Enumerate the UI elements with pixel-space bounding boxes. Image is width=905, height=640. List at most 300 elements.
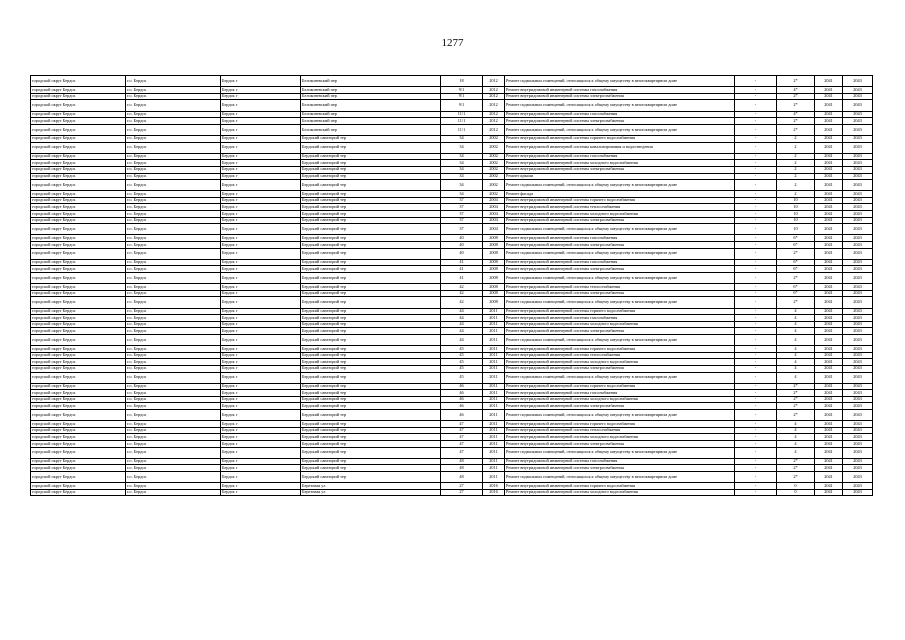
work-type-cell: Ремонт внутридомовой инженерной системы холодного водоснабжения xyxy=(505,359,735,366)
work-type-cell: Ремонт подвальных помещений, относящихся к общему имуществу в многоквартирном доме xyxy=(505,248,735,259)
end-year-cell: 2043 xyxy=(843,76,873,87)
municipality-cell: городской округ Бердск xyxy=(31,390,126,397)
period-cell: 4 xyxy=(777,441,815,448)
municipality-cell: городской округ Бердск xyxy=(31,421,126,428)
start-year-cell: 2041 xyxy=(815,328,843,335)
house-cell: 34 xyxy=(441,191,483,198)
cost-cell: - xyxy=(735,259,777,266)
end-year-cell: 2043 xyxy=(843,403,873,410)
year-cell: 2011 xyxy=(483,441,505,448)
municipality-cell: городской округ Бердск xyxy=(31,76,126,87)
start-year-cell: 2041 xyxy=(815,321,843,328)
start-year-cell: 2041 xyxy=(815,142,843,153)
work-type-cell: Ремонт фасада xyxy=(505,191,735,198)
end-year-cell: 2043 xyxy=(843,153,873,160)
period-cell: 6* xyxy=(777,290,815,297)
street-cell: Бердский санаторий тер xyxy=(301,410,441,421)
house-cell: 44 xyxy=(441,334,483,345)
city-cell: Бердск г xyxy=(221,242,301,249)
end-year-cell: 2043 xyxy=(843,396,873,403)
city-cell: Бердск г xyxy=(221,489,301,496)
table-row xyxy=(31,383,873,390)
end-year-cell: 2043 xyxy=(843,383,873,390)
table-row xyxy=(31,242,873,249)
work-type-cell: Ремонт внутридомовой инженерной системы холодного водоснабжения xyxy=(505,321,735,328)
period-cell: 6* xyxy=(777,259,815,266)
year-cell: 2012 xyxy=(483,76,505,87)
municipality-cell: городской округ Бердск xyxy=(31,118,126,125)
work-type-cell: Ремонт подвальных помещений, относящихся к общему имуществу в многоквартирном доме xyxy=(505,472,735,483)
work-type-cell: Ремонт подвальных помещений, относящихся к общему имуществу в многоквартирном доме xyxy=(505,372,735,383)
settlement-cell: г.о. Бердск xyxy=(126,489,221,496)
period-cell: 4 xyxy=(777,346,815,353)
work-type-cell: Ремонт внутридомовой инженерной системы электроснабжения xyxy=(505,290,735,297)
table-row xyxy=(31,297,873,308)
period-cell: 2* xyxy=(777,124,815,135)
table-row xyxy=(31,166,873,173)
municipality-cell: городской округ Бердск xyxy=(31,334,126,345)
period-cell: 6* xyxy=(777,284,815,291)
municipality-cell: городской округ Бердск xyxy=(31,328,126,335)
end-year-cell: 2043 xyxy=(843,390,873,397)
street-cell: Белоконевский пер xyxy=(301,124,441,135)
work-type-cell: Ремонт внутридомовой инженерной системы холодного водоснабжения xyxy=(505,489,735,496)
street-cell: Бердский санаторий тер xyxy=(301,390,441,397)
house-cell: 37 xyxy=(441,217,483,224)
period-cell: 4 xyxy=(777,315,815,322)
table-row xyxy=(31,197,873,204)
house-cell: 48 xyxy=(441,458,483,465)
house-cell: 27 xyxy=(441,489,483,496)
year-cell: 2011 xyxy=(483,403,505,410)
city-cell: Бердск г xyxy=(221,273,301,284)
settlement-cell: г.о. Бердск xyxy=(126,403,221,410)
work-type-cell: Ремонт внутридомовой инженерной системы электроснабжения xyxy=(505,242,735,249)
start-year-cell: 2041 xyxy=(815,191,843,198)
end-year-cell: 2043 xyxy=(843,352,873,359)
municipality-cell: городской округ Бердск xyxy=(31,483,126,490)
end-year-cell: 2043 xyxy=(843,458,873,465)
settlement-cell: г.о. Бердск xyxy=(126,472,221,483)
start-year-cell: 2041 xyxy=(815,346,843,353)
period-cell: 4 xyxy=(777,308,815,315)
table-row xyxy=(31,118,873,125)
work-type-cell: Ремонт подвальных помещений, относящихся к общему имуществу в многоквартирном доме xyxy=(505,100,735,111)
table-row xyxy=(31,352,873,359)
year-cell: 2008 xyxy=(483,248,505,259)
work-type-cell: Ремонт внутридомовой инженерной системы холодного водоснабжения xyxy=(505,396,735,403)
street-cell: Бердский санаторий тер xyxy=(301,248,441,259)
city-cell: Бердск г xyxy=(221,87,301,94)
table-row xyxy=(31,135,873,142)
year-cell: 2011 xyxy=(483,472,505,483)
start-year-cell: 2041 xyxy=(815,403,843,410)
cost-cell: - xyxy=(735,191,777,198)
period-cell: 2* xyxy=(777,76,815,87)
house-cell: 42 xyxy=(441,284,483,291)
work-type-cell: Ремонт внутридомовой инженерной системы газоснабжения xyxy=(505,235,735,242)
municipality-cell: городской округ Бердск xyxy=(31,315,126,322)
year-cell: 2008 xyxy=(483,266,505,273)
settlement-cell: г.о. Бердск xyxy=(126,334,221,345)
period-cell: 2* xyxy=(777,297,815,308)
period-cell: 2* xyxy=(777,383,815,390)
settlement-cell: г.о. Бердск xyxy=(126,142,221,153)
year-cell: 2002 xyxy=(483,153,505,160)
period-cell: 2* xyxy=(777,100,815,111)
table-row xyxy=(31,396,873,403)
city-cell: Бердск г xyxy=(221,328,301,335)
municipality-cell: городской округ Бердск xyxy=(31,284,126,291)
period-cell: 4 xyxy=(777,427,815,434)
year-cell: 2008 xyxy=(483,259,505,266)
year-cell: 2002 xyxy=(483,160,505,167)
table-row xyxy=(31,224,873,235)
house-cell: 9/1 xyxy=(441,93,483,100)
work-type-cell: Ремонт подвальных помещений, относящихся к общему имуществу в многоквартирном доме xyxy=(505,224,735,235)
settlement-cell: г.о. Бердск xyxy=(126,359,221,366)
end-year-cell: 2043 xyxy=(843,180,873,191)
settlement-cell: г.о. Бердск xyxy=(126,434,221,441)
period-cell: 6* xyxy=(777,235,815,242)
start-year-cell: 2041 xyxy=(815,93,843,100)
municipality-cell: городской округ Бердск xyxy=(31,297,126,308)
cost-cell: - xyxy=(735,483,777,490)
work-type-cell: Ремонт внутридомовой инженерной системы электроснабжения xyxy=(505,166,735,173)
table-row xyxy=(31,458,873,465)
start-year-cell: 2041 xyxy=(815,383,843,390)
house-cell: 34 xyxy=(441,166,483,173)
street-cell: Бердский санаторий тер xyxy=(301,224,441,235)
street-cell: Березовая ул xyxy=(301,483,441,490)
start-year-cell: 2041 xyxy=(815,76,843,87)
start-year-cell: 2041 xyxy=(815,284,843,291)
start-year-cell: 2041 xyxy=(815,259,843,266)
year-cell: 2008 xyxy=(483,297,505,308)
start-year-cell: 2041 xyxy=(815,197,843,204)
city-cell: Бердск г xyxy=(221,441,301,448)
table-row xyxy=(31,441,873,448)
work-type-cell: Ремонт крыши xyxy=(505,173,735,180)
settlement-cell: г.о. Бердск xyxy=(126,87,221,94)
year-cell: 2004 xyxy=(483,204,505,211)
street-cell: Бердский санаторий тер xyxy=(301,211,441,218)
end-year-cell: 2043 xyxy=(843,441,873,448)
end-year-cell: 2043 xyxy=(843,328,873,335)
capital-repair-table xyxy=(30,75,873,496)
cost-cell: - xyxy=(735,87,777,94)
street-cell: Бердский санаторий тер xyxy=(301,359,441,366)
work-type-cell: Ремонт внутридомовой инженерной системы горячего водоснабжения xyxy=(505,308,735,315)
year-cell: 2011 xyxy=(483,458,505,465)
start-year-cell: 2041 xyxy=(815,489,843,496)
cost-cell: - xyxy=(735,403,777,410)
city-cell: Бердск г xyxy=(221,118,301,125)
year-cell: 2011 xyxy=(483,359,505,366)
street-cell: Бердский санаторий тер xyxy=(301,315,441,322)
municipality-cell: городской округ Бердск xyxy=(31,211,126,218)
municipality-cell: городской округ Бердск xyxy=(31,242,126,249)
work-type-cell: Ремонт внутридомовой инженерной системы теплоснабжения xyxy=(505,352,735,359)
work-type-cell: Ремонт внутридомовой инженерной системы холодного водоснабжения xyxy=(505,160,735,167)
street-cell: Бердский санаторий тер xyxy=(301,308,441,315)
municipality-cell: городской округ Бердск xyxy=(31,166,126,173)
cost-cell: - xyxy=(735,100,777,111)
settlement-cell: г.о. Бердск xyxy=(126,124,221,135)
street-cell: Бердский санаторий тер xyxy=(301,465,441,472)
municipality-cell: городской округ Бердск xyxy=(31,290,126,297)
page-number: 1277 xyxy=(441,37,464,49)
start-year-cell: 2041 xyxy=(815,472,843,483)
period-cell: 6* xyxy=(777,242,815,249)
table-row xyxy=(31,180,873,191)
municipality-cell: городской округ Бердск xyxy=(31,346,126,353)
work-type-cell: Ремонт внутридомовой инженерной системы канализирования и водоотведения xyxy=(505,142,735,153)
house-cell: 11/1 xyxy=(441,118,483,125)
street-cell: Бердский санаторий тер xyxy=(301,166,441,173)
period-cell: 6* xyxy=(777,266,815,273)
period-cell: 4 xyxy=(777,359,815,366)
end-year-cell: 2043 xyxy=(843,421,873,428)
work-type-cell: Ремонт внутридомовой инженерной системы электроснабжения xyxy=(505,328,735,335)
work-type-cell: Ремонт внутридомовой инженерной системы газоснабжения xyxy=(505,390,735,397)
table-row xyxy=(31,217,873,224)
period-cell: 0 xyxy=(777,483,815,490)
end-year-cell: 2043 xyxy=(843,372,873,383)
street-cell: Бердский санаторий тер xyxy=(301,372,441,383)
house-cell: 41 xyxy=(441,266,483,273)
table-row xyxy=(31,390,873,397)
year-cell: 2011 xyxy=(483,321,505,328)
end-year-cell: 2043 xyxy=(843,465,873,472)
period-cell: 2 xyxy=(777,153,815,160)
start-year-cell: 2041 xyxy=(815,166,843,173)
city-cell: Бердск г xyxy=(221,76,301,87)
period-cell: 4 xyxy=(777,421,815,428)
city-cell: Бердск г xyxy=(221,458,301,465)
year-cell: 2011 xyxy=(483,390,505,397)
settlement-cell: г.о. Бердск xyxy=(126,273,221,284)
table-row xyxy=(31,447,873,458)
year-cell: 2011 xyxy=(483,383,505,390)
street-cell: Бердский санаторий тер xyxy=(301,458,441,465)
house-cell: 37 xyxy=(441,197,483,204)
street-cell: Бердский санаторий тер xyxy=(301,259,441,266)
year-cell: 2002 xyxy=(483,180,505,191)
house-cell: 47 xyxy=(441,441,483,448)
period-cell: 4* xyxy=(777,87,815,94)
house-cell: 34 xyxy=(441,153,483,160)
house-cell: 40 xyxy=(441,248,483,259)
work-type-cell: Ремонт подвальных помещений, относящихся к общему имуществу в многоквартирном доме xyxy=(505,297,735,308)
city-cell: Бердск г xyxy=(221,142,301,153)
end-year-cell: 2043 xyxy=(843,118,873,125)
period-cell: 2* xyxy=(777,248,815,259)
end-year-cell: 2043 xyxy=(843,346,873,353)
city-cell: Бердск г xyxy=(221,346,301,353)
municipality-cell: городской округ Бердск xyxy=(31,427,126,434)
street-cell: Бердский санаторий тер xyxy=(301,242,441,249)
work-type-cell: Ремонт подвальных помещений, относящихся к общему имуществу в многоквартирном доме xyxy=(505,334,735,345)
cost-cell: - xyxy=(735,434,777,441)
settlement-cell: г.о. Бердск xyxy=(126,372,221,383)
start-year-cell: 2041 xyxy=(815,458,843,465)
end-year-cell: 2043 xyxy=(843,166,873,173)
cost-cell: - xyxy=(735,308,777,315)
end-year-cell: 2043 xyxy=(843,100,873,111)
settlement-cell: г.о. Бердск xyxy=(126,396,221,403)
city-cell: Бердск г xyxy=(221,284,301,291)
house-cell: 18 xyxy=(441,76,483,87)
municipality-cell: городской округ Бердск xyxy=(31,124,126,135)
period-cell: 4 xyxy=(777,328,815,335)
cost-cell: - xyxy=(735,142,777,153)
end-year-cell: 2043 xyxy=(843,297,873,308)
municipality-cell: городской округ Бердск xyxy=(31,321,126,328)
municipality-cell: городской округ Бердск xyxy=(31,173,126,180)
municipality-cell: городской округ Бердск xyxy=(31,383,126,390)
settlement-cell: г.о. Бердск xyxy=(126,180,221,191)
end-year-cell: 2043 xyxy=(843,204,873,211)
period-cell: 10 xyxy=(777,211,815,218)
street-cell: Бердский санаторий тер xyxy=(301,352,441,359)
period-cell: 2* xyxy=(777,472,815,483)
settlement-cell: г.о. Бердск xyxy=(126,248,221,259)
municipality-cell: городской округ Бердск xyxy=(31,447,126,458)
work-type-cell: Ремонт внутридомовой инженерной системы электроснабжения xyxy=(505,465,735,472)
city-cell: Бердск г xyxy=(221,211,301,218)
work-type-cell: Ремонт внутридомовой инженерной системы холодного водоснабжения xyxy=(505,434,735,441)
cost-cell: - xyxy=(735,173,777,180)
settlement-cell: г.о. Бердск xyxy=(126,191,221,198)
city-cell: Бердск г xyxy=(221,410,301,421)
settlement-cell: г.о. Бердск xyxy=(126,328,221,335)
year-cell: 2002 xyxy=(483,142,505,153)
city-cell: Бердск г xyxy=(221,93,301,100)
work-type-cell: Ремонт внутридомовой инженерной системы газоснабжения xyxy=(505,458,735,465)
cost-cell: - xyxy=(735,441,777,448)
settlement-cell: г.о. Бердск xyxy=(126,197,221,204)
settlement-cell: г.о. Бердск xyxy=(126,235,221,242)
city-cell: Бердск г xyxy=(221,483,301,490)
end-year-cell: 2043 xyxy=(843,211,873,218)
settlement-cell: г.о. Бердск xyxy=(126,118,221,125)
start-year-cell: 2041 xyxy=(815,421,843,428)
period-cell: 2 xyxy=(777,135,815,142)
table-row xyxy=(31,465,873,472)
cost-cell: - xyxy=(735,390,777,397)
municipality-cell: городской округ Бердск xyxy=(31,142,126,153)
work-type-cell: Ремонт подвальных помещений, относящихся к общему имуществу в многоквартирном доме xyxy=(505,447,735,458)
municipality-cell: городской округ Бердск xyxy=(31,372,126,383)
house-cell: 42 xyxy=(441,290,483,297)
municipality-cell: городской округ Бердск xyxy=(31,204,126,211)
year-cell: 2008 xyxy=(483,235,505,242)
house-cell: 42 xyxy=(441,297,483,308)
city-cell: Бердск г xyxy=(221,465,301,472)
house-cell: 34 xyxy=(441,142,483,153)
street-cell: Бердский санаторий тер xyxy=(301,297,441,308)
end-year-cell: 2043 xyxy=(843,290,873,297)
period-cell: 2* xyxy=(777,403,815,410)
start-year-cell: 2041 xyxy=(815,290,843,297)
work-type-cell: Ремонт подвальных помещений, относящихся к общему имуществу в многоквартирном доме xyxy=(505,124,735,135)
city-cell: Бердск г xyxy=(221,153,301,160)
table-row xyxy=(31,427,873,434)
street-cell: Бердский санаторий тер xyxy=(301,173,441,180)
start-year-cell: 2041 xyxy=(815,217,843,224)
table-row xyxy=(31,266,873,273)
start-year-cell: 2041 xyxy=(815,204,843,211)
street-cell: Бердский санаторий тер xyxy=(301,197,441,204)
start-year-cell: 2041 xyxy=(815,410,843,421)
city-cell: Бердск г xyxy=(221,447,301,458)
municipality-cell: городской округ Бердск xyxy=(31,410,126,421)
end-year-cell: 2043 xyxy=(843,248,873,259)
house-cell: 46 xyxy=(441,390,483,397)
cost-cell: - xyxy=(735,118,777,125)
start-year-cell: 2041 xyxy=(815,334,843,345)
work-type-cell: Ремонт внутридомовой инженерной системы горячего водоснабжения xyxy=(505,135,735,142)
street-cell: Бердский санаторий тер xyxy=(301,434,441,441)
end-year-cell: 2043 xyxy=(843,142,873,153)
street-cell: Бердский санаторий тер xyxy=(301,290,441,297)
settlement-cell: г.о. Бердск xyxy=(126,465,221,472)
start-year-cell: 2041 xyxy=(815,173,843,180)
house-cell: 48 xyxy=(441,472,483,483)
year-cell: 2011 xyxy=(483,447,505,458)
cost-cell: - xyxy=(735,204,777,211)
settlement-cell: г.о. Бердск xyxy=(126,315,221,322)
municipality-cell: городской округ Бердск xyxy=(31,396,126,403)
settlement-cell: г.о. Бердск xyxy=(126,284,221,291)
year-cell: 2011 xyxy=(483,308,505,315)
street-cell: Бердский санаторий тер xyxy=(301,204,441,211)
house-cell: 46 xyxy=(441,403,483,410)
start-year-cell: 2041 xyxy=(815,447,843,458)
house-cell: 47 xyxy=(441,434,483,441)
settlement-cell: г.о. Бердск xyxy=(126,410,221,421)
city-cell: Бердск г xyxy=(221,352,301,359)
municipality-cell: городской округ Бердск xyxy=(31,191,126,198)
end-year-cell: 2043 xyxy=(843,217,873,224)
street-cell: Бердский санаторий тер xyxy=(301,153,441,160)
cost-cell: - xyxy=(735,465,777,472)
period-cell: 2* xyxy=(777,396,815,403)
cost-cell: - xyxy=(735,124,777,135)
cost-cell: - xyxy=(735,472,777,483)
settlement-cell: г.о. Бердск xyxy=(126,346,221,353)
end-year-cell: 2043 xyxy=(843,447,873,458)
house-cell: 44 xyxy=(441,321,483,328)
year-cell: 2008 xyxy=(483,290,505,297)
work-type-cell: Ремонт внутридомовой инженерной системы газоснабжения xyxy=(505,111,735,118)
house-cell: 40 xyxy=(441,242,483,249)
work-type-cell: Ремонт внутридомовой инженерной системы теплоснабжения xyxy=(505,204,735,211)
table-row xyxy=(31,290,873,297)
work-type-cell: Ремонт внутридомовой инженерной системы газоснабжения xyxy=(505,153,735,160)
street-cell: Бердский санаторий тер xyxy=(301,472,441,483)
end-year-cell: 2043 xyxy=(843,160,873,167)
start-year-cell: 2041 xyxy=(815,315,843,322)
city-cell: Бердск г xyxy=(221,217,301,224)
year-cell: 2002 xyxy=(483,135,505,142)
street-cell: Белоконевский пер xyxy=(301,118,441,125)
settlement-cell: г.о. Бердск xyxy=(126,290,221,297)
municipality-cell: городской округ Бердск xyxy=(31,235,126,242)
start-year-cell: 2041 xyxy=(815,211,843,218)
settlement-cell: г.о. Бердск xyxy=(126,93,221,100)
